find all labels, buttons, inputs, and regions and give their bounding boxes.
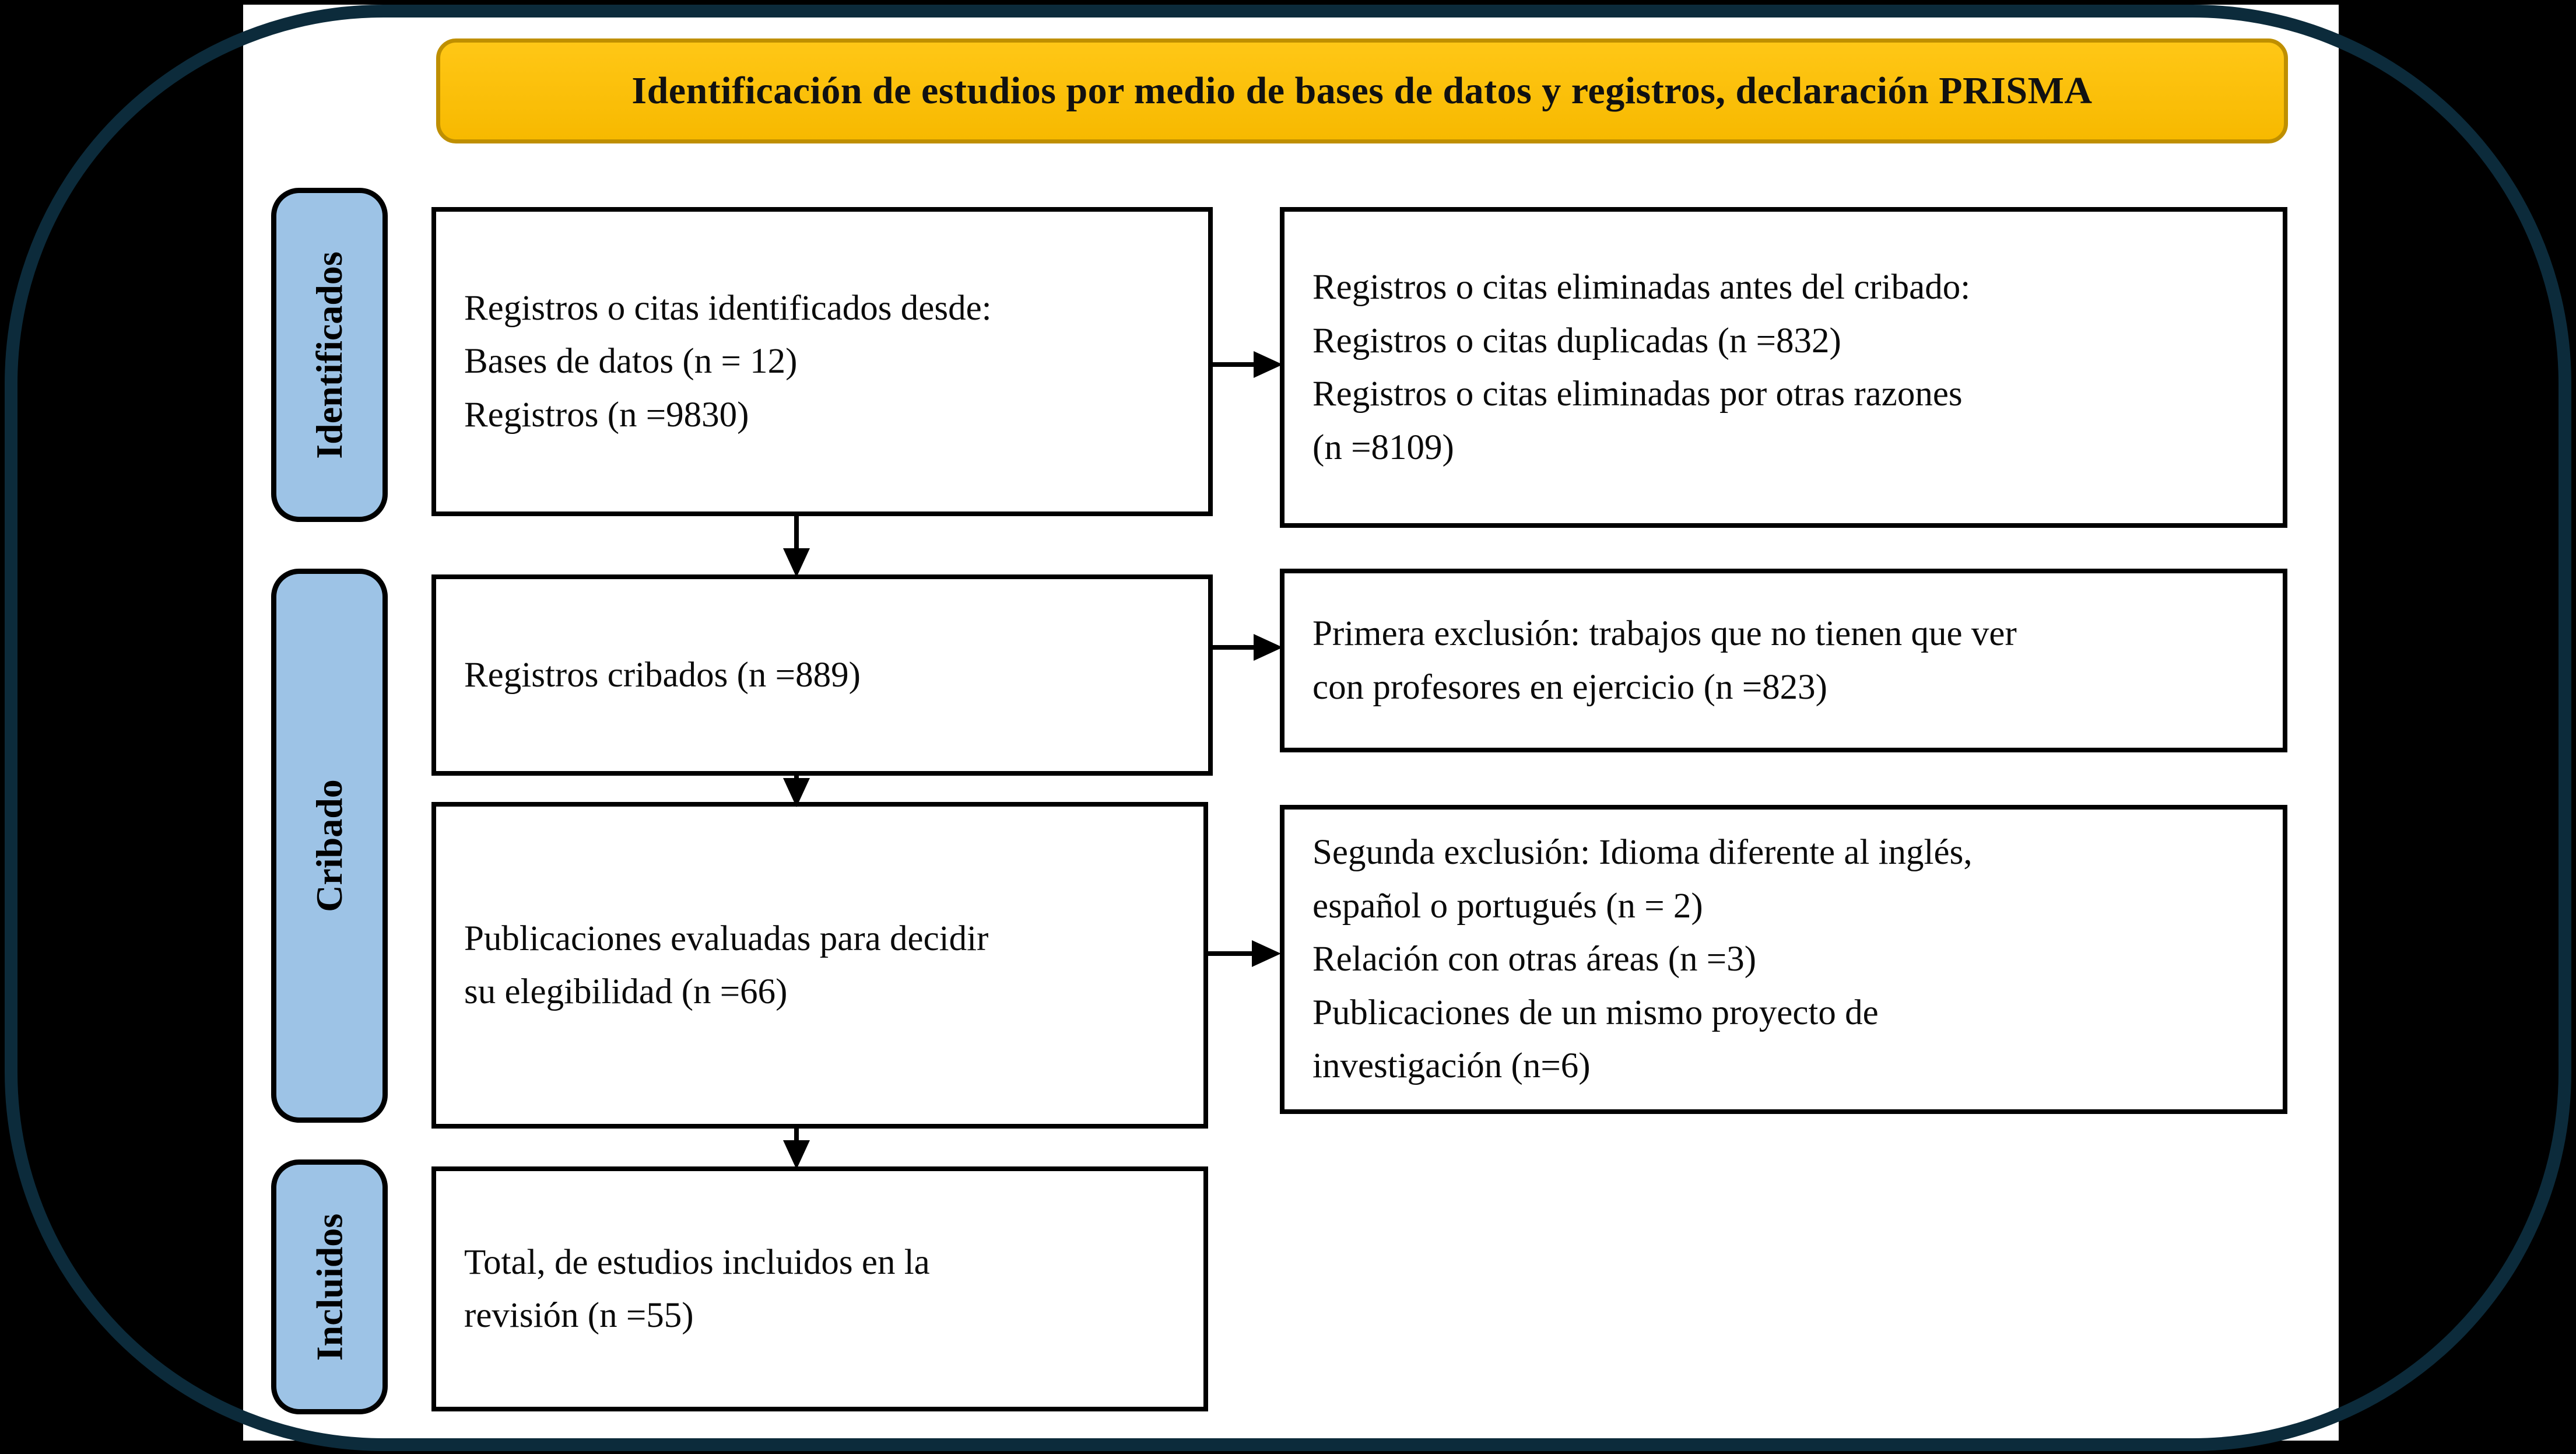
box-records-screened [431,574,1213,776]
arrow-right-icon [1254,351,1283,378]
arrow-assessed-to-second-exclusion-stem [1208,951,1255,956]
stage-label-cribado [271,569,388,1123]
arrow-down-icon [783,778,810,807]
title-text: Identificación de estudios por medio de bases de datos y registros, declaración PRISMA [631,69,2093,112]
stage-label-cribado-text: Cribado [308,779,350,912]
title-banner [436,38,2288,143]
arrow-down-icon [783,548,810,577]
arrow-down-icon [783,1140,810,1169]
box-second-exclusion [1280,805,2287,1114]
box-studies-included [431,1166,1208,1411]
arrow-right-icon [1252,940,1281,967]
box-records-removed-before-screening [1280,207,2287,528]
stage-label-incluidos-text: Incluidos [308,1213,350,1361]
box-second-exclusion-text: Segunda exclusión: Idioma diferente al inglés, español o portugués (n = 2) Relación con otras áreas (n =3) Publicaciones de un mismo proyecto de investigación (n=6) [1312,833,1973,1086]
box-publications-assessed-text: Publicaciones evaluadas para decidir su elegibilidad (n =66) [464,919,989,1011]
box-identified-records [431,207,1213,516]
box-records-screened-text: Registros cribados (n =889) [464,655,861,695]
box-identified-records-text: Registros o citas identificados desde: Bases de datos (n = 12) Registros (n =9830) [464,288,992,435]
box-records-removed-text: Registros o citas eliminadas antes del cribado: Registros o citas duplicadas (n =832) Registros o citas eliminadas por otras razones (n =8109) [1312,268,1971,467]
stage-label-identificados [271,188,388,522]
box-studies-included-text: Total, de estudios incluidos en la revisión (n =55) [464,1242,930,1335]
box-first-exclusion [1280,569,2287,752]
arrow-identified-to-removed-stem [1213,362,1257,367]
box-publications-assessed [431,802,1208,1129]
stage-label-incluidos [271,1159,388,1414]
arrow-screened-to-first-exclusion-stem [1213,645,1257,650]
box-first-exclusion-text: Primera exclusión: trabajos que no tienen que ver con profesores en ejercicio (n =823) [1312,614,2017,707]
stage-label-identificados-text: Identificados [308,251,350,459]
arrow-right-icon [1254,634,1283,661]
arrow-identified-to-screened-stem [794,516,799,551]
